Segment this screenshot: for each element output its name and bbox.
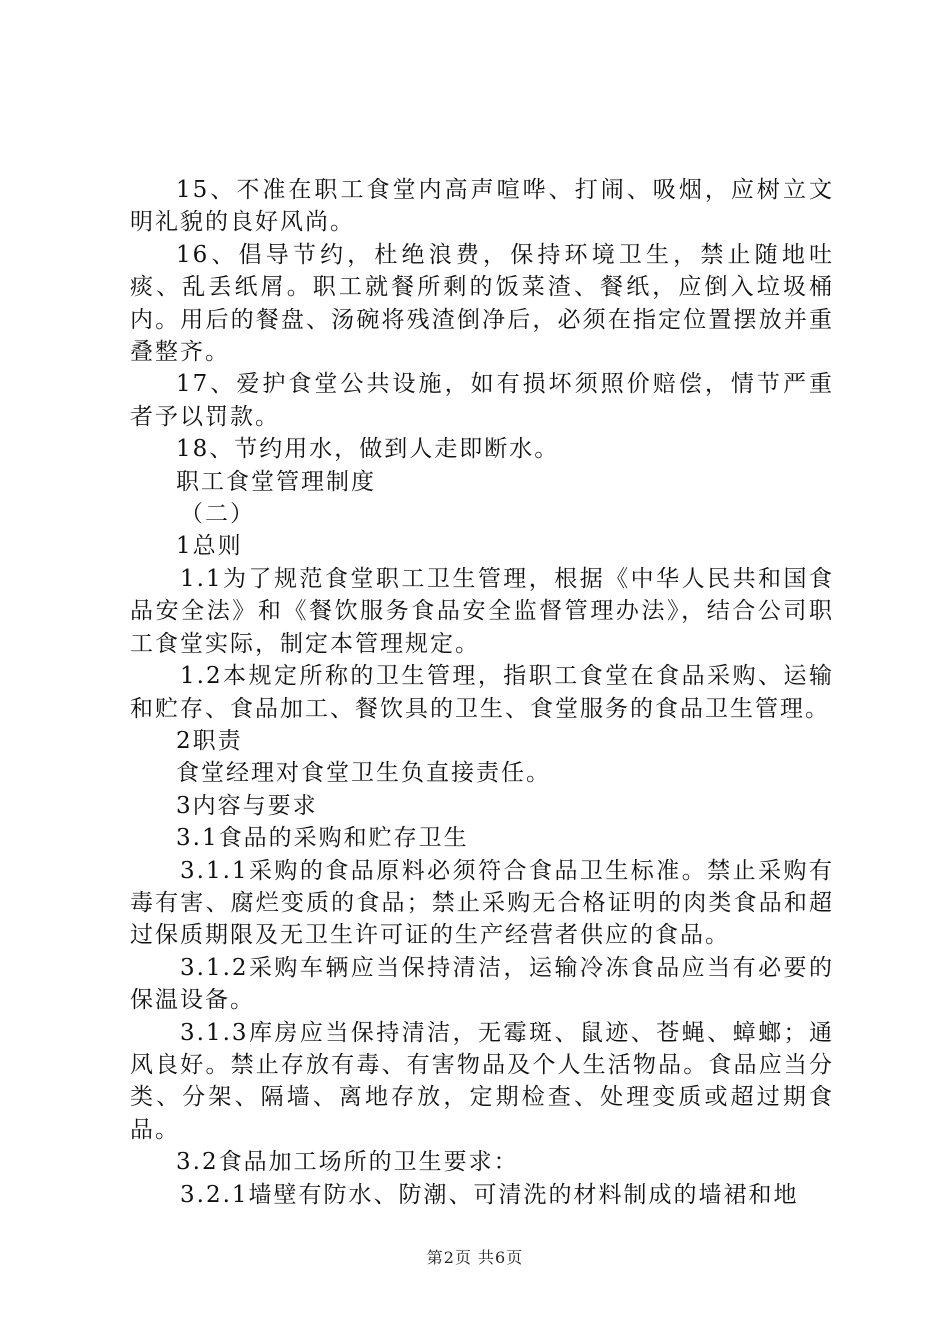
heading-duties: 2职责: [176, 727, 243, 754]
section-title: 职工食堂管理制度: [176, 468, 376, 495]
heading-3-1: 3.1食品的采购和贮存卫生: [176, 825, 469, 852]
heading-3-2: 3.2食品加工场所的卫生要求：: [176, 1149, 519, 1176]
paragraph-3-2-1: 3.2.1墙壁有防水、防潮、可清洗的材料制成的墙裙和地: [180, 1181, 799, 1208]
document-body: [130, 174, 834, 1211]
paragraph-duties: 食堂经理对食堂卫生负直接责任。: [176, 760, 551, 787]
heading-general: 1总则: [176, 533, 243, 560]
paragraph-1-1: 1.1为了规范食堂职工卫生管理，根据《中华人民共和国食品安全法》和《餐饮服务食品安全监督管理办法》，结合公司职工食堂实际，制定本管理规定。: [130, 565, 834, 657]
page-footer: 第2页 共6页: [426, 1248, 524, 1267]
paragraph-rule-18: 18、节约用水，做到人走即断水。: [176, 436, 560, 463]
paragraph-3-1-1: 3.1.1采购的食品原料必须符合食品卫生标准。禁止采购有毒有害、腐烂变质的食品；禁止采购无合格证明的肉类食品和超过保质期限及无卫生许可证的生产经营者供应的食品。: [130, 857, 834, 949]
paragraph-rule-17: 17、爱护食堂公共设施，如有损坏须照价赔偿，情节严重者予以罚款。: [130, 371, 834, 430]
paragraph-3-1-2: 3.1.2采购车辆应当保持清洁，运输冷冻食品应当有必要的保温设备。: [130, 954, 834, 1014]
paragraph-3-1-3: 3.1.3库房应当保持清洁，无霉斑、鼠迹、苍蝇、蟑螂；通风良好。禁止存放有毒、有害物品及个人生活物品。食品应当分类、分架、隔墙、离地存放，定期检查、处理变质或超过期食品。: [130, 1019, 834, 1143]
heading-content-requirements: 3内容与要求: [176, 792, 318, 819]
paragraph-rule-15: 15、不准在职工食堂内高声喧哗、打闹、吸烟，应树立文明礼貌的良好风尚。: [130, 177, 834, 236]
paragraph-rule-16: 16、倡导节约，杜绝浪费，保持环境卫生，禁止随地吐痰、乱丢纸屑。职工就餐所剩的饭菜渣、餐纸，应倒入垃圾桶内。用后的餐盘、汤碗将残渣倒净后，必须在指定位置摆放并重叠整齐。: [130, 241, 834, 366]
section-subtitle: （二）: [180, 501, 255, 528]
paragraph-1-2: 1.2本规定所称的卫生管理，指职工食堂在食品采购、运输和贮存、食品加工、餐饮具的卫生、食堂服务的食品卫生管理。: [130, 663, 834, 722]
